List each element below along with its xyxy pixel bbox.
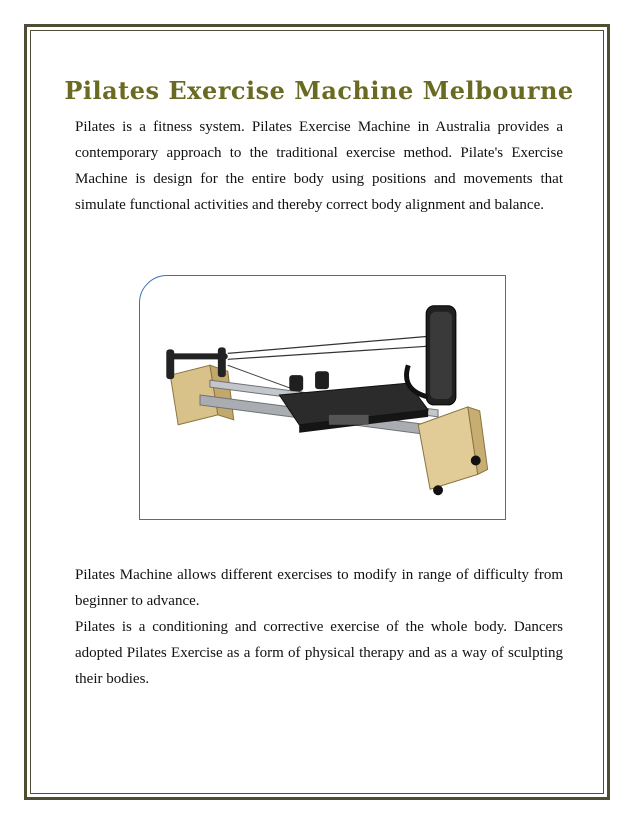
intro-paragraph: Pilates is a fitness system. Pilates Exercise Machine in Australia provides a contemporary approach to the traditional exercise method. Pilate's Exercise Machine is design for the entire body using positions and movements that simulate functional activities and thereby correct body alignment and balance.	[75, 119, 563, 213]
page-title: Pilates Exercise Machine Melbourne	[64, 76, 574, 105]
pilates-machine-photo	[139, 275, 506, 520]
pilates-reformer-illustration	[140, 276, 505, 519]
conditioning-paragraph: Pilates is a conditioning and corrective exercise of the whole body. Dancers adopted Pilates Exercise as a form of physical therapy and as a way of sculpting their bodies.	[75, 619, 563, 687]
difficulty-paragraph: Pilates Machine allows different exercises to modify in range of difficulty from beginner to advance.	[75, 567, 563, 609]
